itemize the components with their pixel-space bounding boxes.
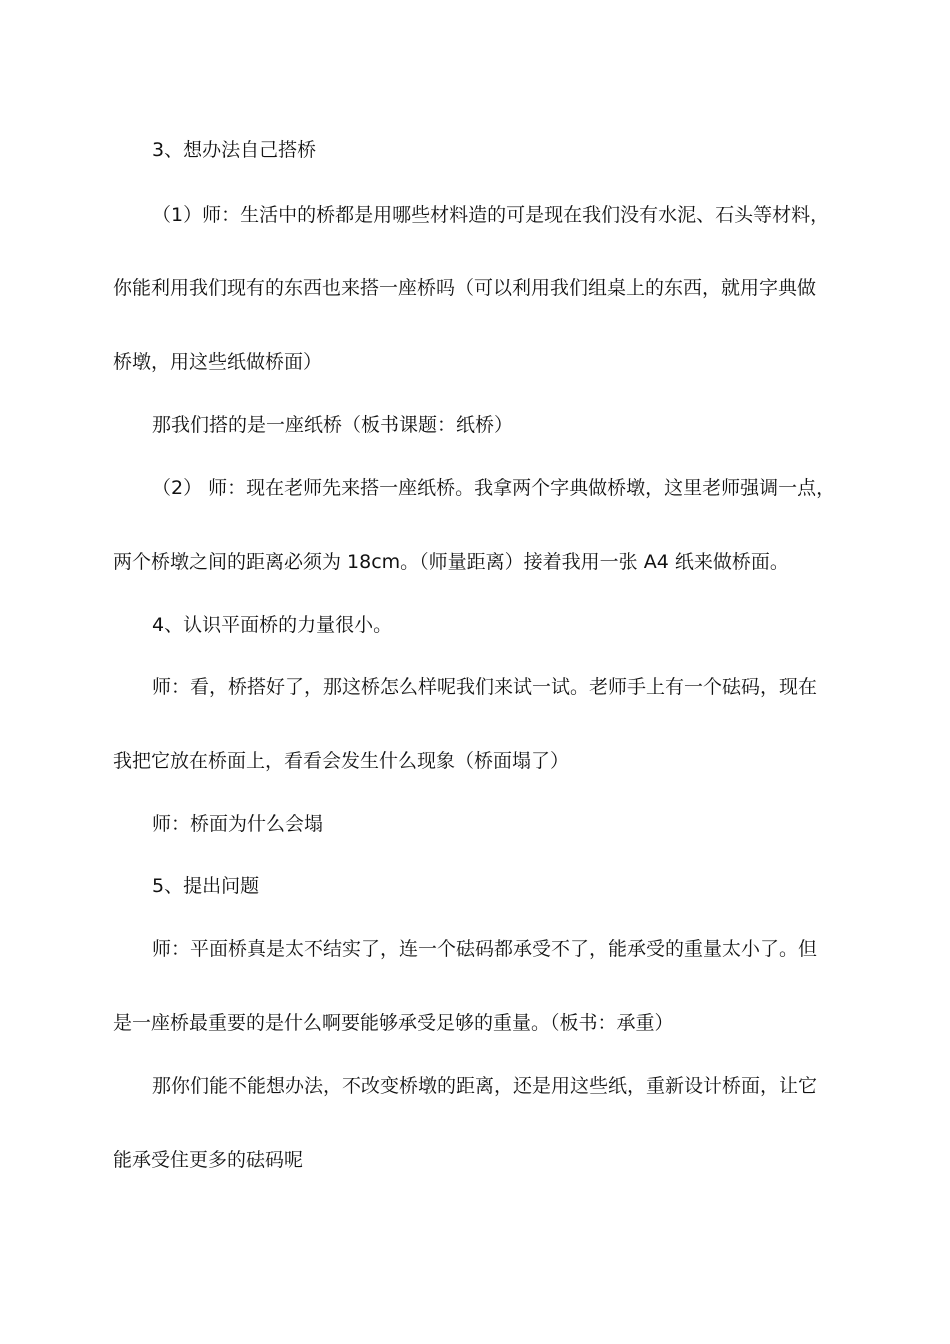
paragraph-line: 师：桥面为什么会塌 xyxy=(152,813,324,835)
paragraph-line: （1）师：生活中的桥都是用哪些材料造的可是现在我们没有水泥、石头等材料， xyxy=(152,204,830,226)
paragraph-line: 是一座桥最重要的是什么啊要能够承受足够的重量。（板书：承重） xyxy=(113,1012,674,1034)
paragraph-line: 能承受住更多的砝码呢 xyxy=(113,1149,304,1171)
heading-step-5: 5、提出问题 xyxy=(152,875,260,897)
paragraph-line: 那我们搭的是一座纸桥（板书课题：纸桥） xyxy=(152,414,514,436)
paragraph-line: 两个桥墩之间的距离必须为 18cm。（师量距离）接着我用一张 A4 纸来做桥面。 xyxy=(113,551,789,573)
paragraph-line: （2） 师：现在老师先来搭一座纸桥。我拿两个字典做桥墩，这里老师强调一点， xyxy=(152,477,836,499)
paragraph-line: 你能利用我们现有的东西也来搭一座桥吗（可以利用我们组桌上的东西，就用字典做 xyxy=(113,277,817,299)
paragraph-line: 师：平面桥真是太不结实了，连一个砝码都承受不了，能承受的重量太小了。但 xyxy=(152,938,818,960)
heading-step-3: 3、想办法自己搭桥 xyxy=(152,139,317,161)
heading-step-4: 4、认识平面桥的力量很小。 xyxy=(152,614,393,636)
paragraph-line: 桥墩，用这些纸做桥面） xyxy=(113,351,323,373)
paragraph-line: 那你们能不能想办法，不改变桥墩的距离，还是用这些纸，重新设计桥面，让它 xyxy=(152,1075,818,1097)
paragraph-line: 师：看，桥搭好了，那这桥怎么样呢我们来试一试。老师手上有一个砝码，现在 xyxy=(152,676,818,698)
paragraph-line: 我把它放在桥面上，看看会发生什么现象（桥面塌了） xyxy=(113,750,570,772)
